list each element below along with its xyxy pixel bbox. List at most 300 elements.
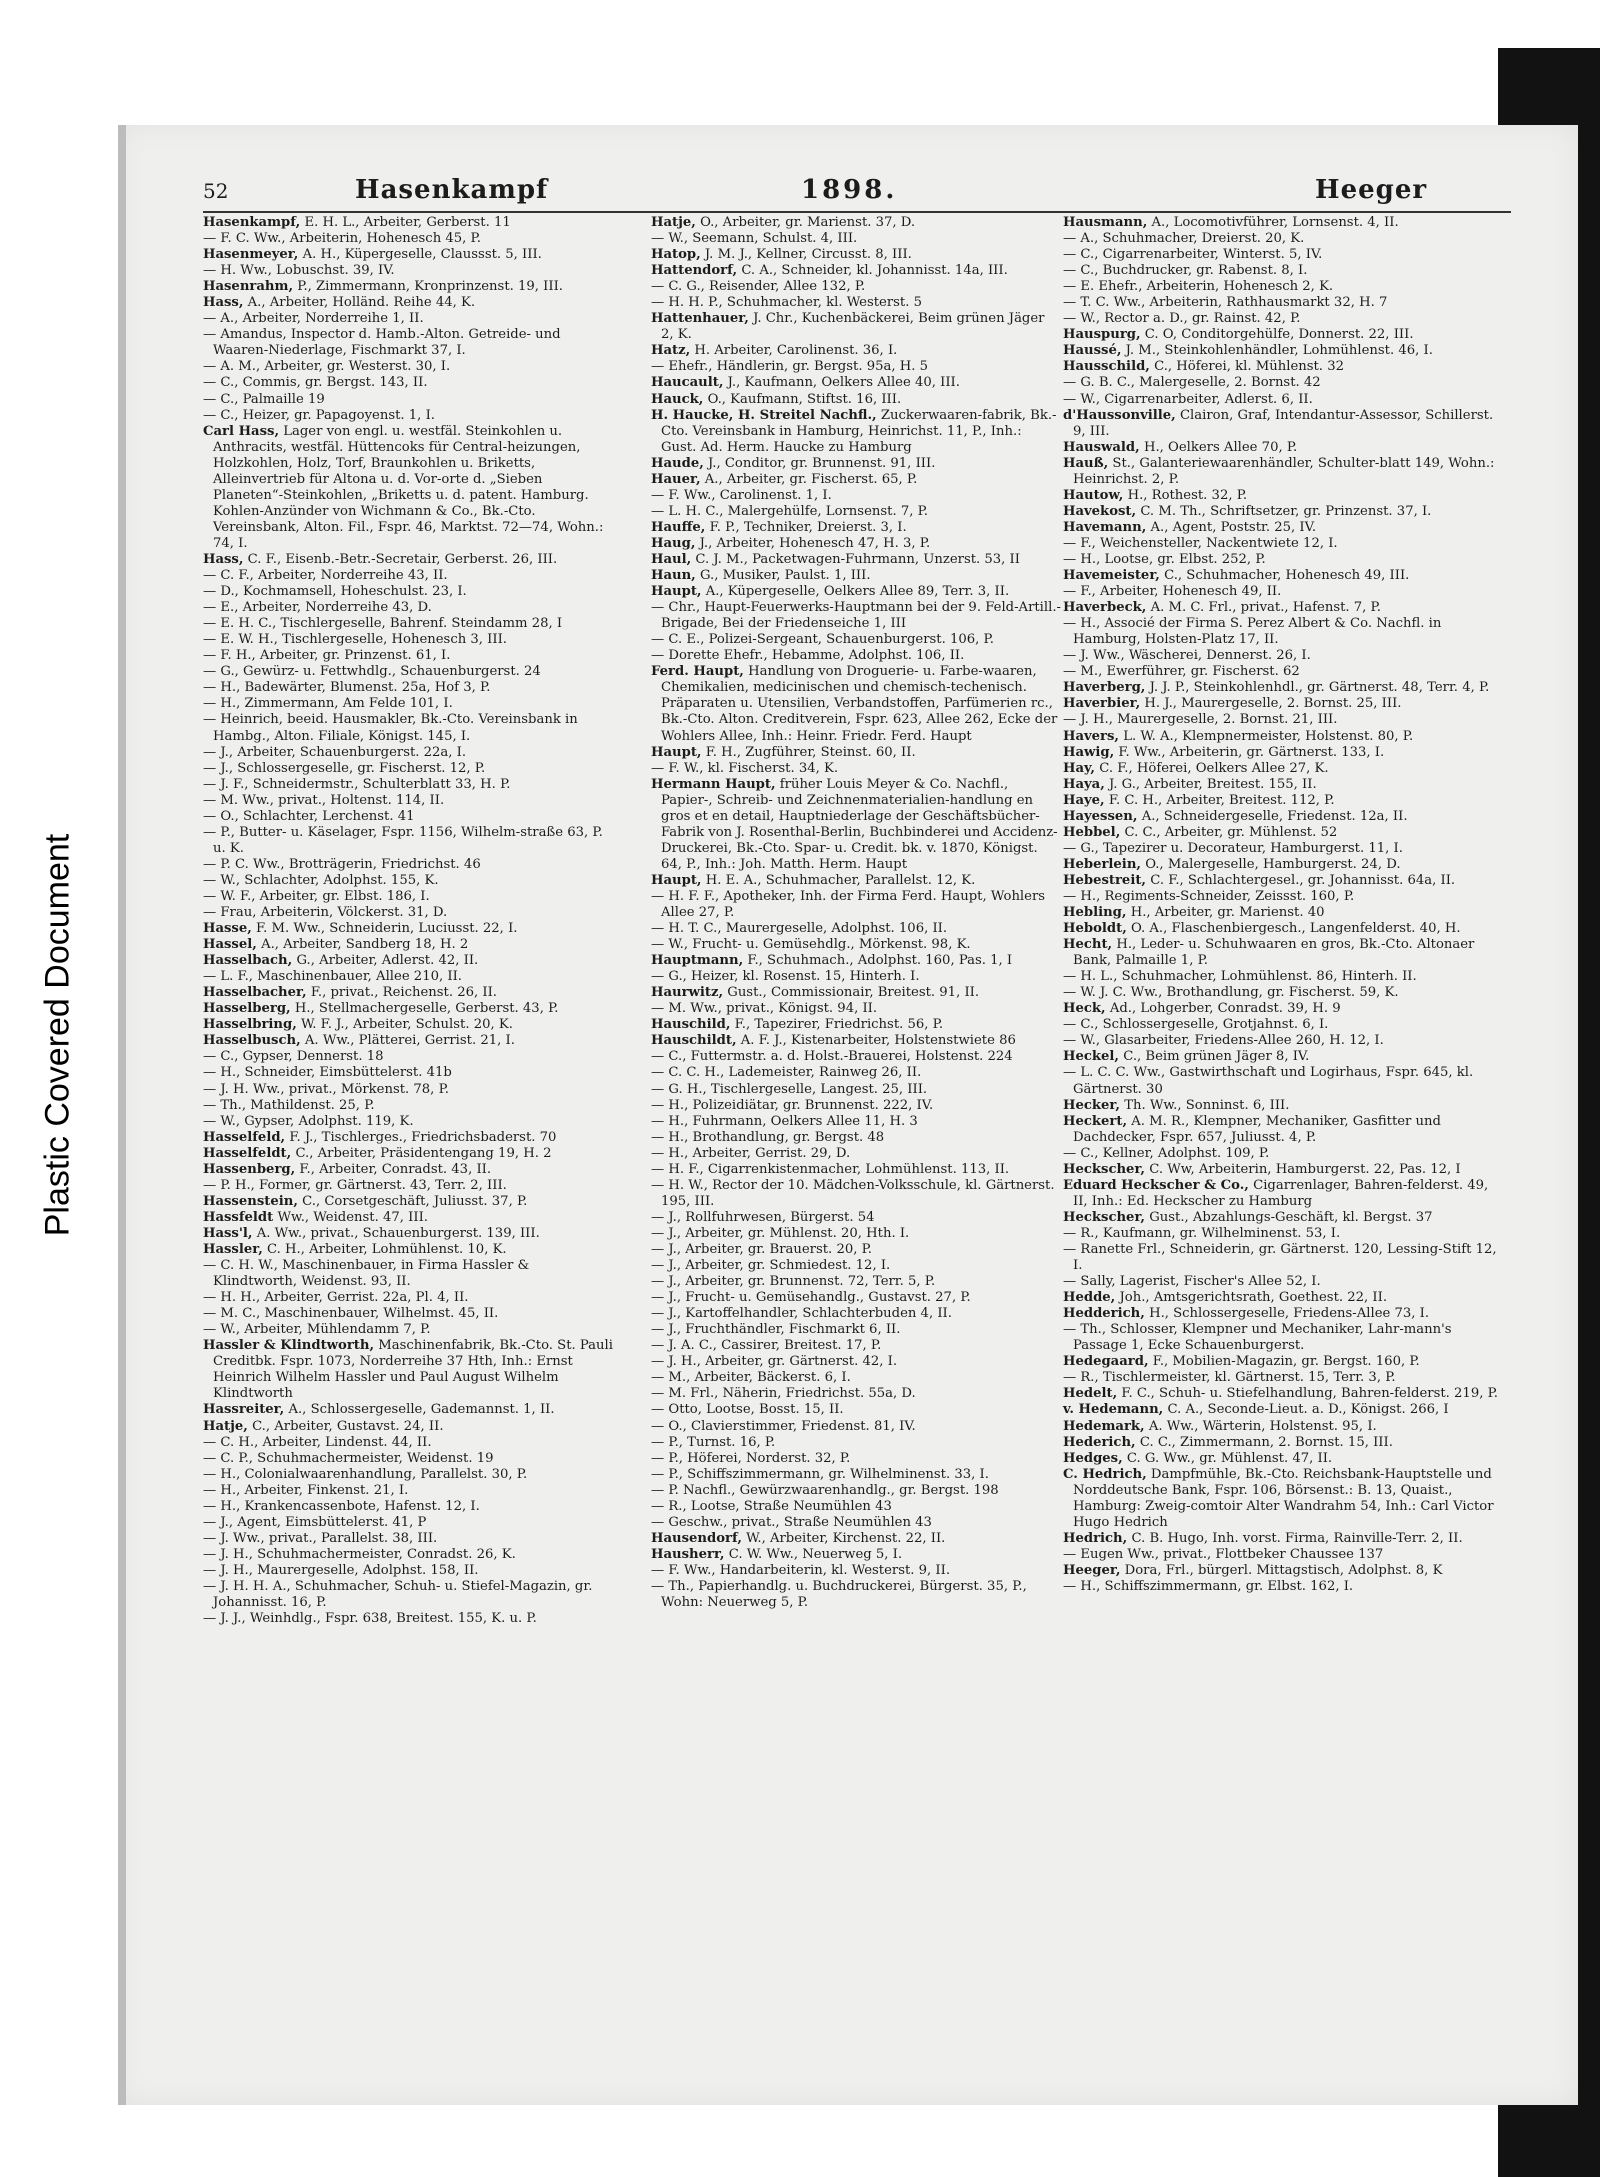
directory-entry xyxy=(1063,231,1503,247)
entry-text: — C. H., Arbeiter, Lindenst. 44, II. xyxy=(203,1434,432,1450)
directory-entry xyxy=(203,969,613,985)
entry-text: C. O, Conditorgehülfe, Donnerst. 22, III. xyxy=(1144,327,1414,343)
entry-text: — M. Frl., Näherin, Friedrichst. 55a, D. xyxy=(651,1386,916,1402)
entry-name: Havemeister, xyxy=(1063,568,1160,584)
entry-name: Hatje, xyxy=(651,215,696,230)
entry-name: Hebling, xyxy=(1063,905,1127,921)
entry-text: — C., Heizer, gr. Papagoyenst. 1, I. xyxy=(203,407,435,423)
directory-entry xyxy=(651,1370,1061,1386)
entry-text: F., Schuhmach., Adolphst. 160, Pas. 1, I xyxy=(747,953,1013,969)
entry-name: Hawig, xyxy=(1063,744,1115,760)
directory-entry xyxy=(1063,327,1503,343)
entry-text: — C., Palmaille 19 xyxy=(203,391,325,407)
directory-entry xyxy=(203,424,613,552)
directory-entry xyxy=(651,1082,1061,1098)
directory-entry xyxy=(651,600,1061,632)
entry-text: O., Arbeiter, gr. Marienst. 37, D. xyxy=(700,215,916,230)
entry-text: — H. H. P., Schuhmacher, kl. Westerst. 5 xyxy=(651,295,923,311)
entry-text: W., Arbeiter, Kirchenst. 22, II. xyxy=(746,1530,946,1546)
entry-text: J., Conditor, gr. Brunnenst. 91, III. xyxy=(708,455,936,471)
directory-entry xyxy=(651,231,1061,247)
directory-entry xyxy=(1063,937,1503,969)
directory-entry xyxy=(1063,488,1503,504)
entry-text: — H. H., Arbeiter, Gerrist. 22a, Pl. 4, II. xyxy=(203,1290,469,1306)
entry-name: Hassler & Klindtworth, xyxy=(203,1338,375,1354)
entry-text: — F. Ww., Handarbeiterin, kl. Westerst. 9, II. xyxy=(651,1562,951,1578)
directory-entry xyxy=(203,1290,613,1306)
entry-text: — H., Brothandlung, gr. Bergst. 48 xyxy=(651,1129,885,1145)
entry-name: Hassenberg, xyxy=(203,1161,296,1177)
directory-entry xyxy=(1063,873,1503,889)
entry-text: C. C., Zimmermann, 2. Bornst. 15, III. xyxy=(1139,1434,1393,1450)
entry-text: — Ranette Frl., Schneiderin, gr. Gärtnerst. 120, Lessing-Stift 12, I. xyxy=(1063,1242,1497,1274)
entry-name: Haul, xyxy=(651,551,692,567)
entry-text: C., Arbeiter, Gustavst. 24, II. xyxy=(252,1418,444,1434)
directory-entry xyxy=(1063,1162,1503,1178)
entry-name: Hermann Haupt, xyxy=(651,776,776,792)
directory-entry xyxy=(651,1419,1061,1435)
entry-text: — C., Cigarrenarbeiter, Winterst. 5, IV. xyxy=(1063,247,1323,263)
entry-text: — J. Ww., privat., Parallelst. 38, III. xyxy=(203,1530,438,1546)
directory-entry xyxy=(651,1178,1061,1210)
directory-entry xyxy=(203,1499,613,1515)
entry-name: Hauschild, xyxy=(651,1017,731,1033)
entry-text: C. Ww, Arbeiterin, Hamburgerst. 22, Pas. 12, I xyxy=(1149,1161,1461,1177)
directory-entry xyxy=(1063,761,1503,777)
directory-entry xyxy=(651,1483,1061,1499)
directory-entry xyxy=(651,664,1061,744)
entry-text: — C. F., Arbeiter, Norderreihe 43, II. xyxy=(203,568,448,584)
entry-name: Hauck, xyxy=(651,391,704,407)
directory-entry xyxy=(651,985,1061,1001)
entry-text: C. F., Schlachtergesel., gr. Johannisst. 64a, II. xyxy=(1150,872,1456,888)
directory-entry xyxy=(651,1322,1061,1338)
entry-text: C. F., Eisenb.-Betr.-Secretair, Gerberst. 26, III. xyxy=(247,551,558,567)
directory-entry xyxy=(1063,1451,1503,1467)
entry-text: — R., Kaufmann, gr. Wilhelminenst. 53, I. xyxy=(1063,1225,1341,1241)
directory-entry xyxy=(651,1162,1061,1178)
entry-text: — M. Ww., privat., Holtenst. 114, II. xyxy=(203,792,445,808)
directory-entry xyxy=(203,1065,613,1081)
directory-entry xyxy=(1063,1146,1503,1162)
directory-entry xyxy=(651,1547,1061,1563)
entry-name: Hatop, xyxy=(651,247,701,263)
entry-text: — J., Fruchthändler, Fischmarkt 6, II. xyxy=(651,1322,901,1338)
entry-text: G., Arbeiter, Adlerst. 42, II. xyxy=(296,953,479,969)
directory-entry xyxy=(203,375,613,391)
directory-entry xyxy=(1063,1386,1503,1402)
entry-text: H., Rothest. 32, P. xyxy=(1127,487,1248,503)
entry-text: — P., Butter- u. Käselager, Fspr. 1156, Wilhelm-straße 63, P. u. K. xyxy=(203,824,603,856)
directory-entry xyxy=(1063,279,1503,295)
entry-name: Haye, xyxy=(1063,792,1105,808)
entry-name: Hecht, xyxy=(1063,937,1113,953)
entry-name: Hederich, xyxy=(1063,1434,1136,1450)
directory-entry xyxy=(203,696,613,712)
directory-entry xyxy=(651,1290,1061,1306)
entry-text: — H. Ww., Lobuschst. 39, IV. xyxy=(203,263,395,279)
entry-text: — Amandus, Inspector d. Hamb.-Alton. Getreide- und Waaren-Niederlage, Fischmarkt 37, I. xyxy=(203,327,561,359)
entry-text: — P. C. Ww., Brotträgerin, Friedrichst. 46 xyxy=(203,856,481,872)
directory-entry xyxy=(1063,648,1503,664)
directory-entry xyxy=(203,680,613,696)
directory-entry xyxy=(651,761,1061,777)
directory-entry xyxy=(203,632,613,648)
directory-entry xyxy=(203,1579,613,1611)
directory-entry xyxy=(203,616,613,632)
directory-entry xyxy=(651,777,1061,873)
header-rule xyxy=(203,211,1511,213)
directory-entry xyxy=(203,985,613,1001)
directory-entry xyxy=(1063,857,1503,873)
directory-entry xyxy=(203,1082,613,1098)
entry-text: — D., Kochmamsell, Hoheschulst. 23, I. xyxy=(203,584,467,600)
directory-entry xyxy=(651,1563,1061,1579)
entry-name: Haude, xyxy=(651,455,704,471)
entry-text: — W., Rector a. D., gr. Rainst. 42, P. xyxy=(1063,311,1301,327)
entry-name: Heberlein, xyxy=(1063,856,1141,872)
entry-text: J. M. J., Kellner, Circusst. 8, III. xyxy=(704,247,912,263)
directory-entry xyxy=(1063,263,1503,279)
entry-text: — J. A. C., Cassirer, Breitest. 17, P. xyxy=(651,1338,882,1354)
directory-entry xyxy=(651,536,1061,552)
entry-text: A., Arbeiter, gr. Fischerst. 65, P. xyxy=(704,471,918,487)
entry-text: — P., Turnst. 16, P. xyxy=(651,1434,776,1450)
entry-text: St., Galanteriewaarenhändler, Schulter-blatt 149, Wohn.: Heinrichst. 2, P. xyxy=(1073,455,1495,487)
entry-text: F. C., Schuh- u. Stiefelhandlung, Bahren-felderst. 219, P. xyxy=(1121,1386,1498,1402)
directory-entry xyxy=(203,1451,613,1467)
directory-entry xyxy=(203,1210,613,1226)
directory-entry xyxy=(203,552,613,568)
entry-name: Hauspurg, xyxy=(1063,327,1141,343)
directory-entry xyxy=(651,1467,1061,1483)
entry-text: Cigarrenlager, Bahren-felderst. 49, II, Inh.: Ed. Heckscher zu Hamburg xyxy=(1073,1177,1489,1209)
entry-name: Hassel, xyxy=(203,937,257,953)
directory-entry xyxy=(1063,969,1503,985)
directory-entry xyxy=(651,488,1061,504)
entry-text: — H., Polizeidiätar, gr. Brunnenst. 222, IV. xyxy=(651,1097,934,1113)
directory-entry xyxy=(1063,985,1503,1001)
directory-entry xyxy=(651,1017,1061,1033)
entry-text: H., Leder- u. Schuhwaaren en gros, Bk.-Cto. Altonaer Bank, Palmaille 1, P. xyxy=(1073,937,1475,969)
entry-name: Hauß, xyxy=(1063,455,1109,471)
entry-text: — C. G., Reisender, Allee 132, P. xyxy=(651,279,866,295)
entry-text: — E., Arbeiter, Norderreihe 43, D. xyxy=(203,600,432,616)
directory-entry xyxy=(1063,1579,1503,1595)
directory-entry xyxy=(1063,745,1503,761)
entry-name: d'Haussonville, xyxy=(1063,407,1176,423)
page-number: 52 xyxy=(203,179,229,203)
directory-entry xyxy=(651,921,1061,937)
directory-entry xyxy=(1063,456,1503,488)
entry-text: H. E. A., Schuhmacher, Parallelst. 12, K. xyxy=(705,872,976,888)
entry-text: — H., Schneider, Eimsbüttelerst. 41b xyxy=(203,1065,452,1081)
entry-name: Hasenrahm, xyxy=(203,279,294,295)
directory-entry xyxy=(1063,825,1503,841)
entry-text: — P., Höferei, Norderst. 32, P. xyxy=(651,1450,851,1466)
directory-page xyxy=(203,175,1511,2075)
entry-text: O., Malergeselle, Hamburgerst. 24, D. xyxy=(1145,856,1401,872)
entry-text: Gust., Abzahlungs-Geschäft, kl. Bergst. 37 xyxy=(1149,1209,1433,1225)
entry-text: P., Zimmermann, Kronprinzenst. 19, III. xyxy=(297,279,563,295)
directory-entry xyxy=(1063,616,1503,648)
directory-entry xyxy=(203,568,613,584)
entry-name: Heck, xyxy=(1063,1001,1106,1017)
entry-name: Hecker, xyxy=(1063,1097,1120,1113)
entry-text: — Frau, Arbeiterin, Völckerst. 31, D. xyxy=(203,905,448,921)
entry-text: G., Musiker, Paulst. 1, III. xyxy=(699,568,871,584)
entry-name: Hasselbusch, xyxy=(203,1033,301,1049)
scan-page-edge xyxy=(118,125,126,2105)
entry-text: Joh., Amtsgerichtsrath, Goethest. 22, II. xyxy=(1119,1290,1388,1306)
entry-text: — C., Futtermstr. a. d. Holst.-Brauerei, Holstenst. 224 xyxy=(651,1049,1013,1065)
entry-text: F., Mobilien-Magazin, gr. Bergst. 160, P. xyxy=(1152,1354,1420,1370)
directory-entry xyxy=(651,1338,1061,1354)
entry-text: Ad., Lohgerber, Conradst. 39, H. 9 xyxy=(1109,1001,1341,1017)
entry-text: — L. C. C. Ww., Gastwirthschaft und Logirhaus, Fspr. 645, kl. Gärtnerst. 30 xyxy=(1063,1065,1474,1097)
entry-text: A. F. J., Kistenarbeiter, Holstenstwiete 86 xyxy=(740,1033,1016,1049)
entry-text: J. Chr., Kuchenbäckerei, Beim grünen Jäger 2, K. xyxy=(661,311,1045,343)
entry-name: Hausendorf, xyxy=(651,1530,742,1546)
directory-entry xyxy=(203,1435,613,1451)
directory-entry xyxy=(651,632,1061,648)
entry-name: Hedrich, xyxy=(1063,1530,1128,1546)
header-year: 1898. xyxy=(801,175,898,205)
entry-text: — Th., Schlosser, Klempner und Mechaniker, Lahr-mann's Passage 1, Ecke Schauenburgerst. xyxy=(1063,1322,1452,1354)
directory-entry xyxy=(651,408,1061,456)
entry-text: A. M. R., Klempner, Mechaniker, Gasfitter und Dachdecker, Fspr. 657, Juliusst. 4, P. xyxy=(1073,1113,1441,1145)
directory-entry xyxy=(203,1098,613,1114)
page-header xyxy=(203,175,1511,211)
entry-text: — W., Gypser, Adolphst. 119, K. xyxy=(203,1113,414,1129)
entry-text: F. J., Tischlerges., Friedrichsbaderst. 70 xyxy=(289,1129,557,1145)
entry-text: — C., Schlossergeselle, Grotjahnst. 6, I. xyxy=(1063,1017,1329,1033)
entry-text: A., Locomotivführer, Lornsenst. 4, II. xyxy=(1151,215,1399,230)
directory-entry xyxy=(1063,311,1503,327)
entry-name: Hedegaard, xyxy=(1063,1354,1149,1370)
directory-entry xyxy=(1063,793,1503,809)
directory-entry xyxy=(1063,440,1503,456)
directory-entry xyxy=(1063,1419,1503,1435)
entry-name: Heckscher, xyxy=(1063,1209,1146,1225)
directory-entry xyxy=(1063,921,1503,937)
entry-name: Haya, xyxy=(1063,776,1105,792)
entry-text: — H., Arbeiter, Finkenst. 21, I. xyxy=(203,1482,409,1498)
directory-entry xyxy=(203,359,613,375)
entry-text: — H., Krankencassenbote, Hafenst. 12, I. xyxy=(203,1498,480,1514)
directory-entry xyxy=(651,1579,1061,1611)
directory-entry xyxy=(651,584,1061,600)
entry-name: Haucault, xyxy=(651,375,724,391)
entry-name: Hedde, xyxy=(1063,1290,1116,1306)
entry-name: Hassfeldt xyxy=(203,1209,274,1225)
entry-text: — A. M., Arbeiter, gr. Westerst. 30, I. xyxy=(203,359,451,375)
directory-entry xyxy=(1063,343,1503,359)
entry-text: — W., Seemann, Schulst. 4, III. xyxy=(651,231,858,247)
directory-entry xyxy=(1063,359,1503,375)
entry-text: — J. H., Schuhmachermeister, Conradst. 26, K. xyxy=(203,1546,516,1562)
entry-name: Hassenstein, xyxy=(203,1193,298,1209)
entry-text: — G., Gewürz- u. Fettwhdlg., Schauenburgerst. 24 xyxy=(203,664,541,680)
directory-entry xyxy=(1063,375,1503,391)
entry-text: — H., Fuhrmann, Oelkers Allee 11, H. 3 xyxy=(651,1113,918,1129)
directory-entry xyxy=(203,215,613,231)
directory-entry xyxy=(651,889,1061,921)
entry-text: — E. W. H., Tischlergeselle, Hohenesch 3, III. xyxy=(203,632,507,648)
entry-text: früher Louis Meyer & Co. Nachfl., Papier-, Schreib- und Zeichnenmaterialien-handlung en gros et en detail, Hauptniederlage der Geschäftsbücher-Fabrik von J. Rosenthal-Berlin, Buchbinderei und Accidenz-Druckerei, Bk.-Cto. Spar- u. Credit. bk. v. 1870, Königst. 64, P., Inh.: Joh. Matth. Herm. Haupt xyxy=(661,776,1058,872)
directory-entry xyxy=(203,263,613,279)
entry-name: Hedemark, xyxy=(1063,1418,1145,1434)
directory-entry xyxy=(203,247,613,263)
directory-entry xyxy=(651,1226,1061,1242)
directory-entry xyxy=(651,279,1061,295)
entry-name: Hauptmann, xyxy=(651,953,744,969)
entry-text: A., Arbeiter, Holländ. Reihe 44, K. xyxy=(247,295,476,311)
directory-entry xyxy=(1063,215,1503,231)
directory-entry xyxy=(651,472,1061,488)
entry-text: A., Schneidergeselle, Friedenst. 12a, II. xyxy=(1141,808,1408,824)
entry-text: — E. Ehefr., Arbeiterin, Hohenesch 2, K. xyxy=(1063,279,1334,295)
entry-text: A., Agent, Poststr. 25, IV. xyxy=(1150,519,1317,535)
entry-text: — H., Zimmermann, Am Felde 101, I. xyxy=(203,696,453,712)
entry-text: Th. Ww., Sonninst. 6, III. xyxy=(1124,1097,1290,1113)
entry-text: — P. Nachfl., Gewürzwaarenhandlg., gr. Bergst. 198 xyxy=(651,1482,999,1498)
entry-text: — M., Ewerführer, gr. Fischerst. 62 xyxy=(1063,664,1300,680)
entry-text: A. Ww., Plätterei, Gerrist. 21, I. xyxy=(304,1033,515,1049)
entry-text: C., Höferei, kl. Mühlenst. 32 xyxy=(1154,359,1344,375)
entry-text: — J., Arbeiter, gr. Schmiedest. 12, I. xyxy=(651,1258,891,1274)
entry-text: — Geschw., privat., Straße Neumühlen 43 xyxy=(651,1514,932,1530)
entry-name: Hassler, xyxy=(203,1242,263,1257)
entry-text: — C. E., Polizei-Sergeant, Schauenburgerst. 106, P. xyxy=(651,632,994,648)
directory-entry xyxy=(203,1258,613,1290)
directory-entry xyxy=(651,504,1061,520)
entry-text: — J., Frucht- u. Gemüsehandlg., Gustavst. 27, P. xyxy=(651,1290,971,1306)
entry-text: — W., Arbeiter, Mühlendamm 7, P. xyxy=(203,1322,431,1338)
directory-entry xyxy=(203,1338,613,1402)
directory-entry xyxy=(203,600,613,616)
entry-text: — R., Lootse, Straße Neumühlen 43 xyxy=(651,1498,892,1514)
directory-entry xyxy=(1063,504,1503,520)
directory-entry xyxy=(203,761,613,777)
directory-entry xyxy=(1063,600,1503,616)
directory-entry xyxy=(651,343,1061,359)
directory-entry xyxy=(1063,1563,1503,1579)
entry-text: — O., Clavierstimmer, Friedenst. 81, IV. xyxy=(651,1418,916,1434)
directory-entry xyxy=(651,1146,1061,1162)
entry-text: — H., Lootse, gr. Elbst. 252, P. xyxy=(1063,551,1266,567)
directory-entry xyxy=(1063,1435,1503,1451)
entry-name: Hasenmeyer, xyxy=(203,247,299,263)
entry-text: F., privat., Reichenst. 26, II. xyxy=(310,985,497,1001)
directory-entry xyxy=(203,1531,613,1547)
entry-text: — F. Ww., Carolinenst. 1, I. xyxy=(651,487,832,503)
entry-name: Havers, xyxy=(1063,728,1120,744)
entry-text: — G., Tapezirer u. Decorateur, Hamburgerst. 11, I. xyxy=(1063,840,1403,856)
entry-name: Hausmann, xyxy=(1063,215,1148,230)
directory-entry xyxy=(203,857,613,873)
entry-text: — G., Heizer, kl. Rosenst. 15, Hinterh. I. xyxy=(651,969,920,985)
entry-name: Havekost, xyxy=(1063,503,1137,519)
directory-entry xyxy=(651,1515,1061,1531)
directory-entry xyxy=(203,1419,613,1435)
entry-name: Heboldt, xyxy=(1063,921,1127,937)
directory-entry xyxy=(651,648,1061,664)
directory-entry xyxy=(1063,1547,1503,1563)
column-2 xyxy=(651,215,1061,1611)
directory-entry xyxy=(651,953,1061,969)
entry-text: — O., Schlachter, Lerchenst. 41 xyxy=(203,808,415,824)
directory-entry xyxy=(1063,1274,1503,1290)
entry-text: — J. F., Schneidermstr., Schulterblatt 33, H. P. xyxy=(203,776,511,792)
entry-name: Haupt, xyxy=(651,584,702,600)
entry-text: Lager von engl. u. westfäl. Steinkohlen u. Anthracits, westfäl. Hüttencoks für Central-heizungen, Holzkohlen, Holz, Torf, Braunkohlen u. Briketts, Alleinvertrieb für Altona u. d. Vor-orte d. „Sieben Planeten“-Steinkohlen, „Briketts u. d. patent. Hamburg. Kohlen-Anzünder von Wichmann & Co., Bk.-Cto. Vereinsbank, Alton. Fil., Fspr. 46, Marktst. 72—74, Wohn.: 74, I. xyxy=(213,423,604,551)
entry-text: — C. P., Schuhmachermeister, Weidenst. 19 xyxy=(203,1450,494,1466)
entry-name: Hebbel, xyxy=(1063,824,1121,840)
directory-entry xyxy=(651,263,1061,279)
entry-name: Hasselbach, xyxy=(203,953,293,969)
directory-entry xyxy=(1063,584,1503,600)
directory-entry xyxy=(1063,568,1503,584)
directory-entry xyxy=(1063,1290,1503,1306)
column-1 xyxy=(203,215,613,1627)
entry-name: Hatje, xyxy=(203,1418,248,1434)
directory-entry xyxy=(651,456,1061,472)
directory-entry xyxy=(203,745,613,761)
entry-text: — A., Arbeiter, Norderreihe 1, II. xyxy=(203,311,424,327)
directory-entry xyxy=(203,905,613,921)
directory-entry xyxy=(651,745,1061,761)
entry-text: — C., Kellner, Adolphst. 109, P. xyxy=(1063,1145,1270,1161)
entry-name: Hasselbring, xyxy=(203,1017,297,1033)
directory-entry xyxy=(1063,247,1503,263)
entry-text: — Th., Mathildenst. 25, P. xyxy=(203,1097,375,1113)
entry-text: H., Stellmachergeselle, Gerberst. 43, P. xyxy=(294,1001,559,1017)
directory-entry xyxy=(651,359,1061,375)
directory-entry xyxy=(203,648,613,664)
entry-text: L. W. A., Klempnermeister, Holstenst. 80, P. xyxy=(1123,728,1414,744)
entry-text: C. F., Höferei, Oelkers Allee 27, K. xyxy=(1099,760,1329,776)
directory-entry xyxy=(1063,1322,1503,1354)
entry-text: A. Ww., Wärterin, Holstenst. 95, I. xyxy=(1148,1418,1377,1434)
directory-entry xyxy=(203,825,613,857)
side-label: Plastic Covered Document xyxy=(38,833,77,1237)
directory-entry xyxy=(1063,1210,1503,1226)
directory-entry xyxy=(203,1049,613,1065)
entry-text: — J., Arbeiter, gr. Brauerst. 20, P. xyxy=(651,1242,872,1257)
directory-entry xyxy=(651,1114,1061,1130)
directory-entry xyxy=(651,937,1061,953)
entry-text: Dampfmühle, Bk.-Cto. Reichsbank-Hauptstelle und Norddeutsche Bank, Fspr. 106, Börsenst.: B. 13, Quaist., Hamburg: Zweig-comtoir Alter Wandrahm 54, Inh.: Carl Victor Hugo Hedrich xyxy=(1073,1466,1494,1530)
directory-entry xyxy=(203,584,613,600)
entry-text: — F., Weichensteller, Nackentwiete 12, I. xyxy=(1063,535,1338,551)
entry-name: Havemann, xyxy=(1063,519,1147,535)
entry-name: Heckscher, xyxy=(1063,1161,1146,1177)
entry-text: J. J. P., Steinkohlenhdl., gr. Gärtnerst. 48, Terr. 4, P. xyxy=(1149,680,1490,696)
entry-text: — L. H. C., Malergehülfe, Lornsenst. 7, P. xyxy=(651,503,928,519)
entry-text: — W. J. C. Ww., Brothandlung, gr. Fischerst. 59, K. xyxy=(1063,985,1399,1001)
directory-entry xyxy=(1063,1017,1503,1033)
directory-entry xyxy=(651,1065,1061,1081)
directory-entry xyxy=(1063,777,1503,793)
entry-text: — J. H., Maurergeselle, Adolphst. 158, II. xyxy=(203,1562,479,1578)
entry-text: C. H., Arbeiter, Lohmühlenst. 10, K. xyxy=(267,1242,507,1257)
entry-text: C., Corsetgeschäft, Juliusst. 37, P. xyxy=(302,1193,528,1209)
directory-entry xyxy=(651,1098,1061,1114)
entry-text: H., Arbeiter, gr. Marienst. 40 xyxy=(1130,905,1325,921)
directory-entry xyxy=(203,1178,613,1194)
directory-entry xyxy=(1063,1114,1503,1146)
